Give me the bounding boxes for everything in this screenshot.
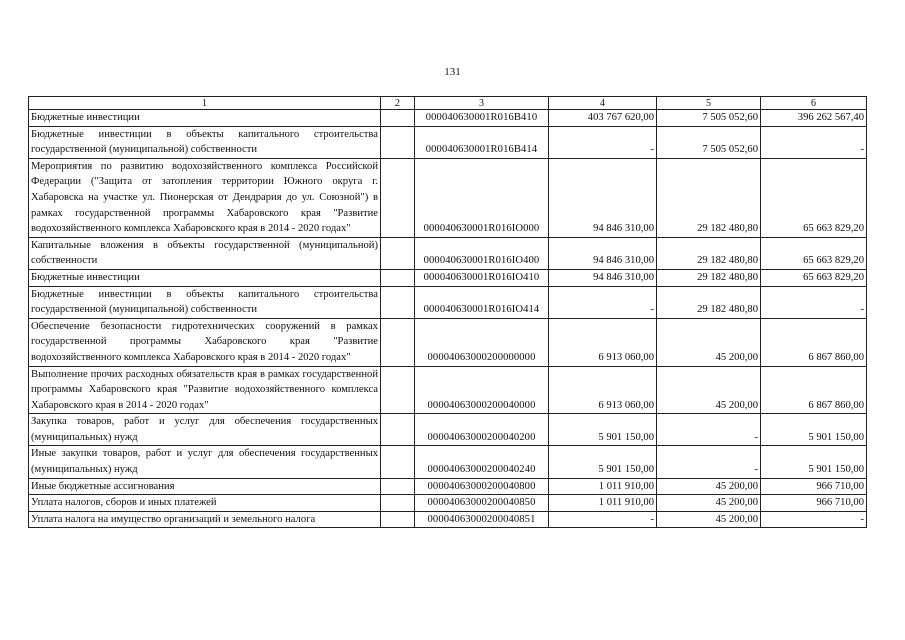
row-name: Бюджетные инвестиции <box>29 110 381 127</box>
row-value-6: - <box>761 511 867 528</box>
row-value-4: - <box>549 511 657 528</box>
row-name: Капитальные вложения в объекты государственной (муниципальной) собственности <box>29 237 381 269</box>
table-header-row <box>29 97 867 110</box>
row-col2 <box>381 110 415 127</box>
page-number: 131 <box>444 66 461 78</box>
table-row <box>29 511 867 528</box>
row-value-5: 7 505 052,60 <box>657 126 761 158</box>
row-col2 <box>381 366 415 414</box>
row-value-4: 94 846 310,00 <box>549 269 657 286</box>
row-code: 00004063000200040800 <box>415 478 549 495</box>
row-value-5: 45 200,00 <box>657 318 761 366</box>
row-col2 <box>381 318 415 366</box>
column-header: 1 <box>29 97 381 110</box>
row-value-5: 45 200,00 <box>657 478 761 495</box>
row-name: Выполнение прочих расходных обязательств края в рамках государственной программы Хабаровского края "Развитие водохозяйственного комплекса Хабаровского края в 2014 - 2020 годах" <box>29 366 381 414</box>
row-name: Бюджетные инвестиции <box>29 269 381 286</box>
row-value-5: 29 182 480,80 <box>657 237 761 269</box>
row-value-4: 94 846 310,00 <box>549 237 657 269</box>
row-value-5: 7 505 052,60 <box>657 110 761 127</box>
row-col2 <box>381 511 415 528</box>
row-code: 000040630001R016IO410 <box>415 269 549 286</box>
row-code: 00004063000200040200 <box>415 414 549 446</box>
row-name: Обеспечение безопасности гидротехнических сооружений в рамках государственной программы Хабаровского края "Развитие водохозяйственного комплекса Хабаровского края в 2014 - 2020 годах" <box>29 318 381 366</box>
row-name: Уплата налогов, сборов и иных платежей <box>29 495 381 512</box>
table-row <box>29 269 867 286</box>
row-code: 00004063000200040240 <box>415 446 549 478</box>
row-value-6: 65 663 829,20 <box>761 158 867 237</box>
row-value-6: 966 710,00 <box>761 478 867 495</box>
row-value-4: 94 846 310,00 <box>549 158 657 237</box>
row-value-6: 396 262 567,40 <box>761 110 867 127</box>
row-value-4: 1 011 910,00 <box>549 478 657 495</box>
column-header: 6 <box>761 97 867 110</box>
row-col2 <box>381 126 415 158</box>
row-code: 000040630001R016B410 <box>415 110 549 127</box>
row-value-5: 29 182 480,80 <box>657 286 761 318</box>
row-col2 <box>381 446 415 478</box>
row-name: Закупка товаров, работ и услуг для обеспечения государственных (муниципальных) нужд <box>29 414 381 446</box>
row-name: Бюджетные инвестиции в объекты капитального строительства государственной (муниципальной) собственности <box>29 126 381 158</box>
row-col2 <box>381 495 415 512</box>
row-code: 00004063000200040851 <box>415 511 549 528</box>
row-col2 <box>381 478 415 495</box>
row-value-6: 65 663 829,20 <box>761 269 867 286</box>
budget-table <box>28 96 867 528</box>
table-row <box>29 414 867 446</box>
row-value-4: - <box>549 286 657 318</box>
row-value-6: 6 867 860,00 <box>761 366 867 414</box>
row-value-6: 65 663 829,20 <box>761 237 867 269</box>
table-row <box>29 126 867 158</box>
row-value-6: 5 901 150,00 <box>761 446 867 478</box>
row-value-6: - <box>761 286 867 318</box>
row-value-6: 6 867 860,00 <box>761 318 867 366</box>
table-row <box>29 495 867 512</box>
row-code: 00004063000200040000 <box>415 366 549 414</box>
table-row <box>29 318 867 366</box>
row-col2 <box>381 269 415 286</box>
row-value-5: 45 200,00 <box>657 511 761 528</box>
row-name: Иные бюджетные ассигнования <box>29 478 381 495</box>
row-value-5: - <box>657 414 761 446</box>
column-header: 4 <box>549 97 657 110</box>
row-value-5: - <box>657 446 761 478</box>
table-row <box>29 286 867 318</box>
row-col2 <box>381 414 415 446</box>
row-value-4: 5 901 150,00 <box>549 414 657 446</box>
row-value-6: - <box>761 126 867 158</box>
row-value-6: 966 710,00 <box>761 495 867 512</box>
table-row <box>29 110 867 127</box>
row-name: Мероприятия по развитию водохозяйственного комплекса Российской Федерации ("Защита от затопления территории Южного округа г. Хабаровска на участке ул. Пионерская от Дендрария до ул. Союзной") в рамках государственной программы Хабаровского края "Развитие водохозяйственного комплекса Хабаровского края в 2014 - 2020 годах" <box>29 158 381 237</box>
row-value-6: 5 901 150,00 <box>761 414 867 446</box>
column-header: 5 <box>657 97 761 110</box>
row-value-5: 45 200,00 <box>657 495 761 512</box>
table-row <box>29 366 867 414</box>
row-value-4: - <box>549 126 657 158</box>
row-code: 000040630001R016IO400 <box>415 237 549 269</box>
column-header: 3 <box>415 97 549 110</box>
row-name: Бюджетные инвестиции в объекты капитального строительства государственной (муниципальной) собственности <box>29 286 381 318</box>
row-code: 000040630001R016IO414 <box>415 286 549 318</box>
table-row <box>29 446 867 478</box>
row-code: 00004063000200000000 <box>415 318 549 366</box>
row-value-5: 29 182 480,80 <box>657 158 761 237</box>
table-row <box>29 478 867 495</box>
row-value-4: 6 913 060,00 <box>549 318 657 366</box>
table-row <box>29 158 867 237</box>
row-col2 <box>381 286 415 318</box>
row-code: 00004063000200040850 <box>415 495 549 512</box>
row-code: 000040630001R016IO000 <box>415 158 549 237</box>
row-code: 000040630001R016B414 <box>415 126 549 158</box>
row-name: Иные закупки товаров, работ и услуг для обеспечения государственных (муниципальных) нужд <box>29 446 381 478</box>
row-value-4: 6 913 060,00 <box>549 366 657 414</box>
row-value-4: 1 011 910,00 <box>549 495 657 512</box>
table-row <box>29 237 867 269</box>
row-value-5: 45 200,00 <box>657 366 761 414</box>
row-value-5: 29 182 480,80 <box>657 269 761 286</box>
row-value-4: 5 901 150,00 <box>549 446 657 478</box>
row-value-4: 403 767 620,00 <box>549 110 657 127</box>
column-header: 2 <box>381 97 415 110</box>
row-col2 <box>381 158 415 237</box>
row-col2 <box>381 237 415 269</box>
row-name: Уплата налога на имущество организаций и земельного налога <box>29 511 381 528</box>
